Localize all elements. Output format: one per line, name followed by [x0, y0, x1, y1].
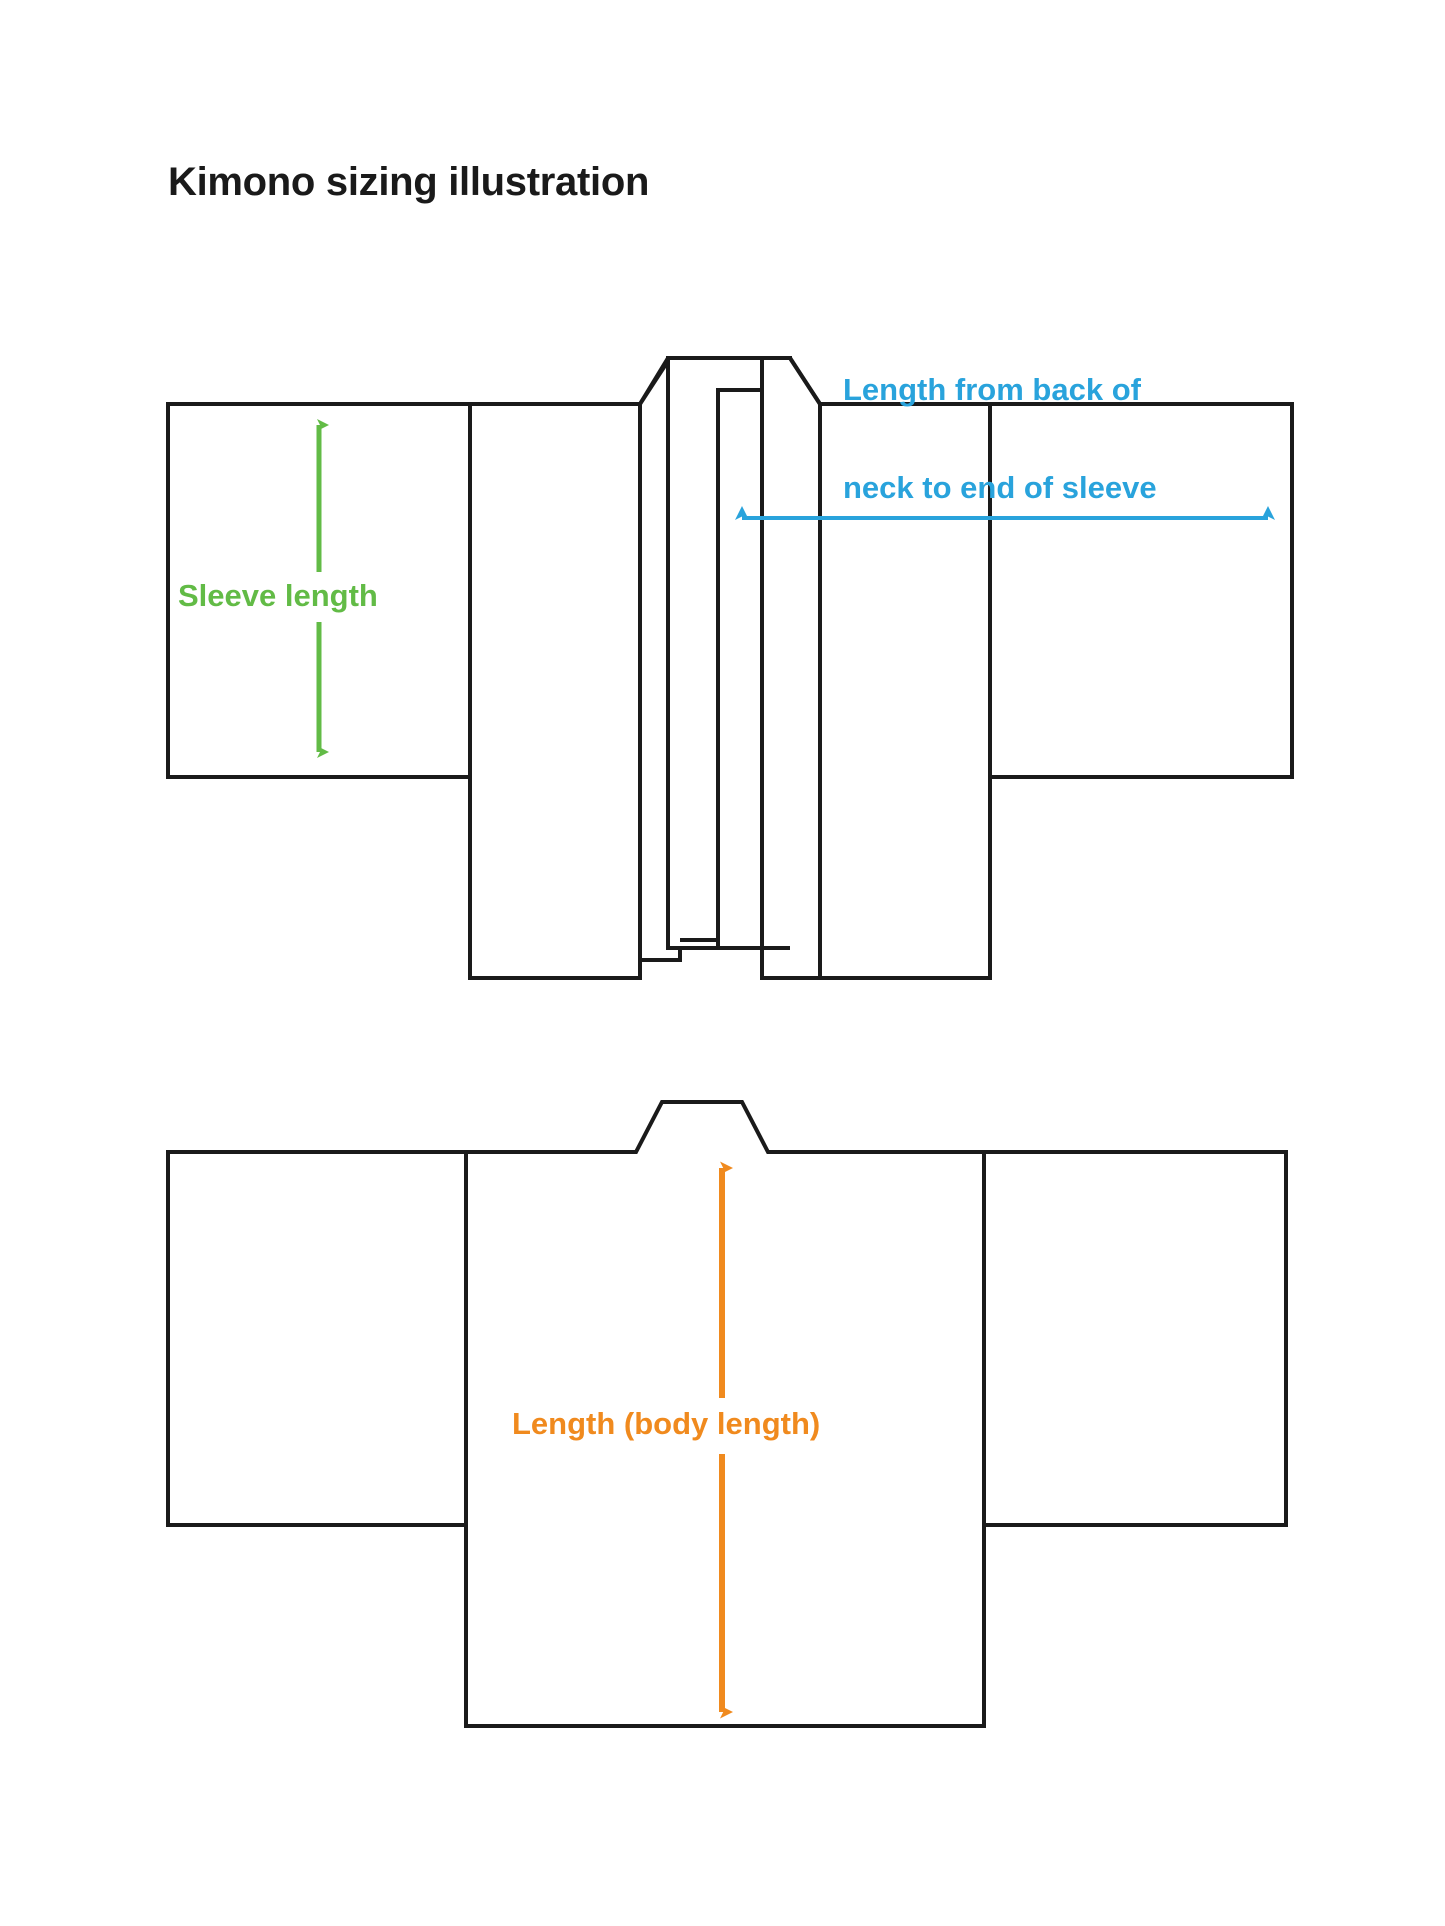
- page-title: Kimono sizing illustration: [168, 160, 650, 204]
- neck-to-sleeve-label-line1: Length from back of: [843, 371, 1141, 407]
- left-body-panel-front: [470, 404, 640, 978]
- neck-to-sleeve-label: [843, 308, 1157, 571]
- body-length-label: Length (body length): [512, 1406, 821, 1441]
- sleeve-length-label: Sleeve length: [178, 578, 378, 613]
- right-sleeve-back-shape: [984, 1152, 1286, 1525]
- neck-to-sleeve-label-line2: neck to end of sleeve: [843, 470, 1157, 506]
- right-collar-band-front: [762, 358, 820, 978]
- left-sleeve-back-shape: [168, 1152, 466, 1525]
- inner-collar-right-front: [718, 390, 762, 948]
